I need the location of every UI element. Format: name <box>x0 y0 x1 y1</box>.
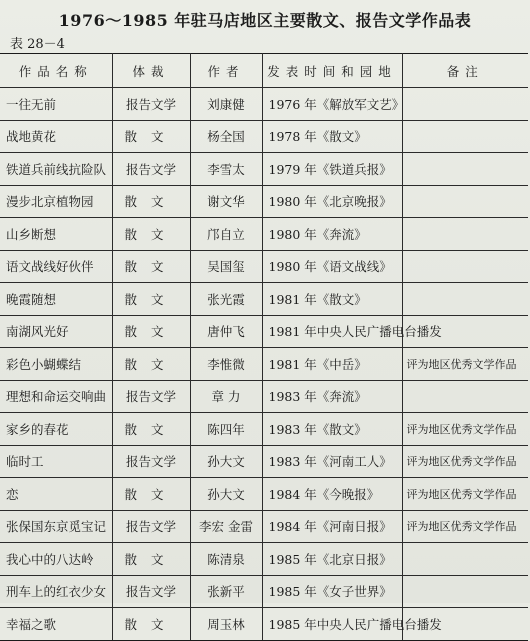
cell-publication: 1979 年《铁道兵报》 <box>262 153 402 186</box>
cell-publication: 1983 年《河南工人》 <box>262 445 402 478</box>
cell-genre: 报告文学 <box>112 380 190 413</box>
cell-publication: 1980 年《语文战线》 <box>262 250 402 283</box>
cell-genre: 散文 <box>112 283 190 316</box>
cell-work-name: 战地黄花 <box>0 120 112 153</box>
cell-genre: 散文 <box>112 413 190 446</box>
cell-work-name: 理想和命运交响曲 <box>0 380 112 413</box>
cell-author: 邝自立 <box>190 218 262 251</box>
table-label: 表 28－4 <box>10 37 65 52</box>
cell-work-name: 南湖风光好 <box>0 315 112 348</box>
cell-publication: 1985 年《北京日报》 <box>262 543 402 576</box>
table-header <box>0 54 528 88</box>
cell-genre: 报告文学 <box>112 153 190 186</box>
cell-work-name: 家乡的春花 <box>0 413 112 446</box>
table-row <box>0 250 528 283</box>
cell-remarks <box>402 380 528 413</box>
table-row <box>0 120 528 153</box>
cell-publication: 1976 年《解放军文艺》 <box>262 88 402 121</box>
table-row <box>0 185 528 218</box>
cell-publication: 1978 年《散文》 <box>262 120 402 153</box>
cell-publication: 1983 年《奔流》 <box>262 380 402 413</box>
table-row <box>0 348 528 381</box>
cell-genre: 报告文学 <box>112 575 190 608</box>
table-body <box>0 88 528 641</box>
cell-work-name: 恋 <box>0 478 112 511</box>
cell-work-name: 张保国东京觅宝记 <box>0 510 112 543</box>
cell-author: 唐仲飞 <box>190 315 262 348</box>
cell-author: 张光霞 <box>190 283 262 316</box>
cell-genre: 报告文学 <box>112 510 190 543</box>
cell-author: 杨全国 <box>190 120 262 153</box>
cell-publication: 1981 年中央人民广播电台播发 <box>262 315 402 348</box>
cell-remarks <box>402 218 528 251</box>
table-row <box>0 218 528 251</box>
table-row <box>0 510 528 543</box>
table-row <box>0 153 528 186</box>
header-publication: 发表时间和园地 <box>262 54 402 88</box>
cell-work-name: 晚霞随想 <box>0 283 112 316</box>
table-row <box>0 608 528 641</box>
cell-remarks <box>402 88 528 121</box>
cell-author: 孙大文 <box>190 478 262 511</box>
cell-publication: 1981 年《中岳》 <box>262 348 402 381</box>
table-row <box>0 413 528 446</box>
cell-genre: 散文 <box>112 315 190 348</box>
cell-publication: 1984 年《今晚报》 <box>262 478 402 511</box>
cell-remarks <box>402 575 528 608</box>
cell-genre: 散文 <box>112 185 190 218</box>
cell-work-name: 漫步北京植物园 <box>0 185 112 218</box>
cell-remarks <box>402 543 528 576</box>
cell-author: 陈四年 <box>190 413 262 446</box>
cell-author: 孙大文 <box>190 445 262 478</box>
cell-publication: 1985 年中央人民广播电台播发 <box>262 608 402 641</box>
cell-genre: 报告文学 <box>112 88 190 121</box>
cell-publication: 1984 年《河南日报》 <box>262 510 402 543</box>
header-genre: 体裁 <box>112 54 190 88</box>
cell-work-name: 山乡断想 <box>0 218 112 251</box>
cell-remarks <box>402 283 528 316</box>
cell-author: 周玉林 <box>190 608 262 641</box>
cell-work-name: 彩色小蝴蝶结 <box>0 348 112 381</box>
cell-genre: 散文 <box>112 543 190 576</box>
header-row <box>0 54 528 88</box>
cell-remarks: 评为地区优秀文学作品 <box>402 478 528 511</box>
cell-author: 谢文华 <box>190 185 262 218</box>
table-row <box>0 445 528 478</box>
cell-remarks: 评为地区优秀文学作品 <box>402 445 528 478</box>
cell-publication: 1980 年《北京晚报》 <box>262 185 402 218</box>
header-author: 作者 <box>190 54 262 88</box>
cell-author: 李雪太 <box>190 153 262 186</box>
cell-genre: 散文 <box>112 478 190 511</box>
cell-genre: 散文 <box>112 348 190 381</box>
cell-author: 李惟微 <box>190 348 262 381</box>
table-row <box>0 380 528 413</box>
table-row <box>0 88 528 121</box>
cell-publication: 1985 年《女子世界》 <box>262 575 402 608</box>
cell-genre: 散文 <box>112 250 190 283</box>
cell-author: 李宏 金雷 <box>190 510 262 543</box>
cell-work-name: 幸福之歌 <box>0 608 112 641</box>
cell-work-name: 临时工 <box>0 445 112 478</box>
cell-publication: 1980 年《奔流》 <box>262 218 402 251</box>
table-row <box>0 315 528 348</box>
cell-author: 刘康健 <box>190 88 262 121</box>
table-row <box>0 478 528 511</box>
cell-author: 吴国玺 <box>190 250 262 283</box>
table-row <box>0 575 528 608</box>
page-title: 1976～1985 年驻马店地区主要散文、报告文学作品表 <box>58 11 472 30</box>
cell-author: 张新平 <box>190 575 262 608</box>
cell-remarks: 评为地区优秀文学作品 <box>402 510 528 543</box>
cell-remarks <box>402 250 528 283</box>
cell-author: 陈清泉 <box>190 543 262 576</box>
cell-work-name: 一往无前 <box>0 88 112 121</box>
cell-genre: 散文 <box>112 218 190 251</box>
cell-work-name: 我心中的八达岭 <box>0 543 112 576</box>
cell-genre: 报告文学 <box>112 445 190 478</box>
cell-genre: 散文 <box>112 608 190 641</box>
header-work-name: 作品名称 <box>0 54 112 88</box>
cell-work-name: 铁道兵前线抗险队 <box>0 153 112 186</box>
cell-work-name: 语文战线好伙伴 <box>0 250 112 283</box>
cell-publication: 1981 年《散文》 <box>262 283 402 316</box>
cell-remarks <box>402 185 528 218</box>
header-remarks: 备注 <box>402 54 528 88</box>
cell-author: 章 力 <box>190 380 262 413</box>
cell-remarks: 评为地区优秀文学作品 <box>402 348 528 381</box>
cell-remarks <box>402 153 528 186</box>
cell-remarks: 评为地区优秀文学作品 <box>402 413 528 446</box>
cell-remarks <box>402 120 528 153</box>
cell-publication: 1983 年《散文》 <box>262 413 402 446</box>
table-row <box>0 283 528 316</box>
works-table <box>0 53 528 641</box>
cell-genre: 散文 <box>112 120 190 153</box>
cell-work-name: 刑车上的红衣少女 <box>0 575 112 608</box>
table-row <box>0 543 528 576</box>
